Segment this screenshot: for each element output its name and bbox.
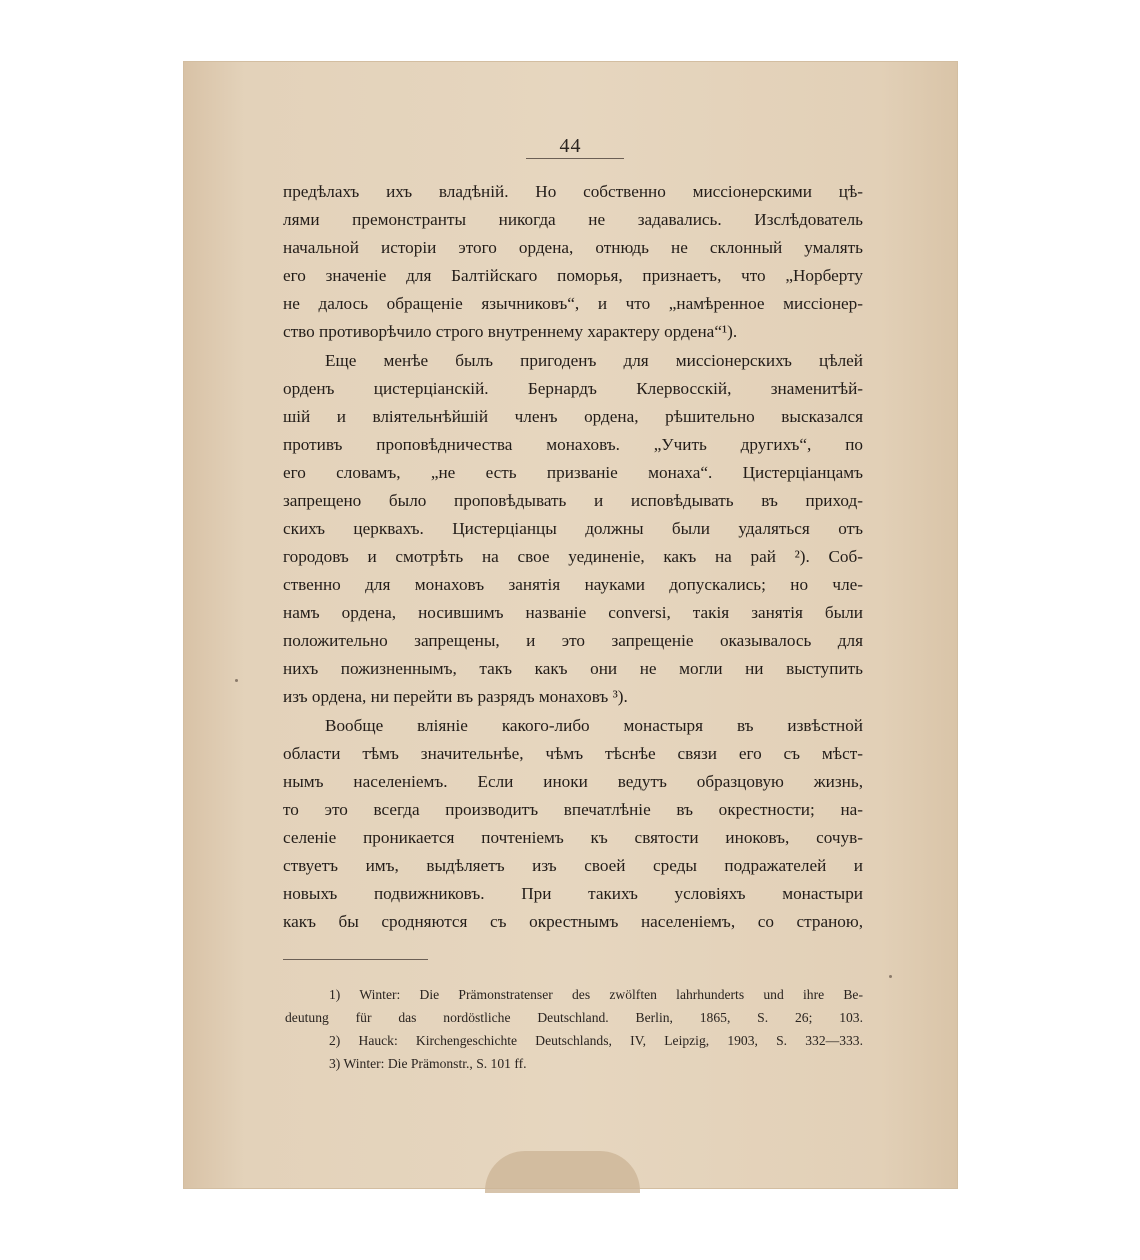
paper-speck [889, 975, 892, 978]
text-line: предѣлахъ ихъ владѣній. Но собственно миссіонерскими цѣ- [283, 182, 863, 201]
text-line: нымъ населеніемъ. Если иноки ведутъ образцовую жизнь, [283, 772, 863, 791]
footnote-line: 2) Hauck: Kirchengeschichte Deutschlands, IV, Leipzig, 1903, S. 332—333. [329, 1033, 863, 1048]
text-line: городовъ и смотрѣть на свое уединеніе, какъ на рай ²). Соб- [283, 547, 863, 566]
text-line: какъ бы сродняются съ окрестнымъ населеніемъ, со страною, [283, 912, 863, 931]
text-line: шій и вліятельнѣйшій членъ ордена, рѣшительно высказался [283, 407, 863, 426]
footnote-rule [283, 959, 428, 960]
text-line: области тѣмъ значительнѣе, чѣмъ тѣснѣе связи его съ мѣст- [283, 744, 863, 763]
text-line: его словамъ, „не есть призваніе монаха“. Цистерціанцамъ [283, 463, 863, 482]
page-number-rule [526, 158, 624, 159]
text-line: новыхъ подвижниковъ. При такихъ условіяхъ монастыри [283, 884, 863, 903]
text-line: орденъ цистерціанскій. Бернардъ Клервосскій, знаменитѣй- [283, 379, 863, 398]
text-line: нихъ пожизненнымъ, такъ какъ они не могли ни выступить [283, 659, 863, 678]
footnote-line: 3) Winter: Die Prämonstr., S. 101 ff. [329, 1056, 527, 1071]
text-line: изъ ордена, ни перейти въ разрядъ монаховъ ³). [283, 687, 628, 706]
text-line: запрещено было проповѣдывать и исповѣдывать въ приход- [283, 491, 863, 510]
page-number: 44 [559, 135, 582, 157]
footnote-line: deutung für das nordöstliche Deutschland. Berlin, 1865, S. 26; 103. [285, 1010, 863, 1025]
text-line: то это всегда производитъ впечатлѣніе въ окрестности; на- [283, 800, 863, 819]
text-line: селеніе проникается почтеніемъ къ святости иноковъ, сочув- [283, 828, 863, 847]
text-line: Вообще вліяніе какого-либо монастыря въ извѣстной [325, 716, 863, 735]
thumb-shadow [485, 1151, 640, 1193]
text-line: намъ ордена, носившимъ названіе conversi, такія занятія были [283, 603, 863, 622]
text-line: начальной исторіи этого ордена, отнюдь не склонный умалять [283, 238, 863, 257]
text-line: не далось обращеніе язычниковъ“, и что „намѣренное миссіонер- [283, 294, 863, 313]
text-line: ствуетъ имъ, выдѣляетъ изъ своей среды подражателей и [283, 856, 863, 875]
footnote-line: 1) Winter: Die Prämonstratenser des zwölften lahrhunderts und ihre Be- [329, 987, 863, 1002]
text-line: ственно для монаховъ занятія науками допускались; но чле- [283, 575, 863, 594]
text-line: скихъ церквахъ. Цистерціанцы должны были удаляться отъ [283, 519, 863, 538]
text-line: его значеніе для Балтійскаго поморья, признаетъ, что „Норберту [283, 266, 863, 285]
text-line: лями премонстранты никогда не задавались. Изслѣдователь [283, 210, 863, 229]
text-line: ство противорѣчило строго внутреннему характеру ордена“¹). [283, 322, 738, 341]
text-line: положительно запрещены, и это запрещеніе оказывалось для [283, 631, 863, 650]
book-page [183, 61, 958, 1189]
text-line: Еще менѣе былъ пригоденъ для миссіонерскихъ цѣлей [325, 351, 863, 370]
paper-speck [235, 679, 238, 682]
text-line: противъ проповѣдничества монаховъ. „Учить другихъ“, по [283, 435, 863, 454]
